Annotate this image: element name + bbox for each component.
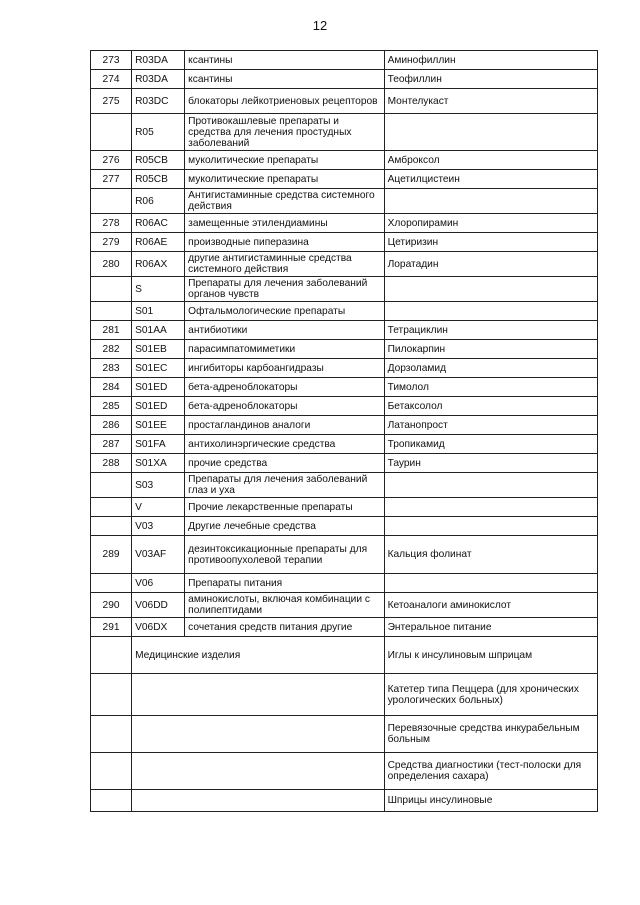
atc-code: R03DA [132,70,185,89]
device-name: Иглы к инсулиновым шприцам [384,637,597,674]
devices-label-empty [132,716,384,753]
group-description: Противокашлевые препараты и средства для лечения простудных заболеваний [185,114,384,151]
drug-name: Тетрациклин [384,321,597,340]
row-number: 277 [91,170,132,189]
atc-code: R06 [132,189,185,214]
row-number [91,517,132,536]
row-number: 284 [91,378,132,397]
drug-name: Аминофиллин [384,51,597,70]
device-row [91,790,598,812]
atc-code: S01AA [132,321,185,340]
drug-name: Тропикамид [384,435,597,454]
device-row [91,716,598,753]
group-description: муколитические препараты [185,170,384,189]
row-number [91,790,132,812]
row-number: 279 [91,233,132,252]
group-description: простагландинов аналоги [185,416,384,435]
row-number [91,574,132,593]
table-row [91,397,598,416]
drug-name: Цетиризин [384,233,597,252]
group-description: аминокислоты, включая комбинации с полипептидами [185,593,384,618]
table-row [91,454,598,473]
page-number: 12 [312,18,328,33]
row-number [91,114,132,151]
table-row [91,233,598,252]
group-description: ксантины [185,51,384,70]
row-number: 280 [91,252,132,277]
device-row [91,674,598,716]
table-row [91,536,598,574]
row-number: 288 [91,454,132,473]
atc-code: S [132,277,185,302]
drug-list-table [90,50,598,812]
row-number [91,637,132,674]
atc-code: R06AE [132,233,185,252]
group-description: дезинтоксикационные препараты для противоопухолевой терапии [185,536,384,574]
drug-name: Латанопрост [384,416,597,435]
group-description: муколитические препараты [185,151,384,170]
row-number: 278 [91,214,132,233]
table-row [91,416,598,435]
atc-code: R05 [132,114,185,151]
drug-name: Тимолол [384,378,597,397]
table-row [91,151,598,170]
device-name: Шприцы инсулиновые [384,790,597,812]
group-description: Препараты питания [185,574,384,593]
devices-label-empty [132,674,384,716]
atc-code: R03DC [132,89,185,114]
group-description: прочие средства [185,454,384,473]
table-row [91,340,598,359]
device-name: Катетер типа Пеццера (для хронических урологических больных) [384,674,597,716]
atc-code: S01 [132,302,185,321]
table-row [91,498,598,517]
drug-name: Бетаксолол [384,397,597,416]
table-row [91,359,598,378]
atc-code: R06AC [132,214,185,233]
atc-code: V03AF [132,536,185,574]
devices-label: Медицинские изделия [132,637,384,674]
atc-code: R06AX [132,252,185,277]
drug-name: Лоратадин [384,252,597,277]
atc-code: S01ED [132,397,185,416]
group-description: производные пиперазина [185,233,384,252]
table-row [91,473,598,498]
drug-name: Хлоропирамин [384,214,597,233]
drug-name: Таурин [384,454,597,473]
atc-code: R05CB [132,170,185,189]
atc-code: V03 [132,517,185,536]
drug-name [384,114,597,151]
drug-name [384,277,597,302]
group-description: ингибиторы карбоангидразы [185,359,384,378]
row-number [91,302,132,321]
drug-name [384,498,597,517]
table-row [91,89,598,114]
atc-code: V06 [132,574,185,593]
atc-code: V [132,498,185,517]
table-row [91,435,598,454]
row-number [91,674,132,716]
group-description: Другие лечебные средства [185,517,384,536]
group-description: Антигистаминные средства системного действия [185,189,384,214]
atc-code: V06DX [132,618,185,637]
drug-name: Кетоаналоги аминокислот [384,593,597,618]
row-number: 286 [91,416,132,435]
drug-name: Кальция фолинат [384,536,597,574]
group-description: ксантины [185,70,384,89]
table-row [91,321,598,340]
drug-name [384,517,597,536]
row-number [91,189,132,214]
row-number: 276 [91,151,132,170]
table-row [91,51,598,70]
device-row [91,637,598,674]
device-name: Перевязочные средства инкурабельным больным [384,716,597,753]
atc-code: R05CB [132,151,185,170]
row-number [91,753,132,790]
atc-code: S01EB [132,340,185,359]
row-number: 285 [91,397,132,416]
row-number: 273 [91,51,132,70]
table-row [91,574,598,593]
group-description: антибиотики [185,321,384,340]
table-row [91,114,598,151]
drug-name [384,302,597,321]
group-description: Прочие лекарственные препараты [185,498,384,517]
devices-label-empty [132,790,384,812]
table-row [91,378,598,397]
atc-code: S01XA [132,454,185,473]
atc-code: S01ED [132,378,185,397]
atc-code: S03 [132,473,185,498]
row-number: 283 [91,359,132,378]
drug-name: Ацетилцистеин [384,170,597,189]
device-name: Средства диагностики (тест-полоски для определения сахара) [384,753,597,790]
atc-code: S01EE [132,416,185,435]
table-row [91,302,598,321]
row-number: 281 [91,321,132,340]
drug-name: Дорзоламид [384,359,597,378]
row-number [91,716,132,753]
table-row [91,252,598,277]
table-row [91,517,598,536]
group-description: бета-адреноблокаторы [185,378,384,397]
atc-code: R03DA [132,51,185,70]
table-row [91,214,598,233]
table-row [91,189,598,214]
table-row [91,618,598,637]
row-number: 274 [91,70,132,89]
group-description: блокаторы лейкотриеновых рецепторов [185,89,384,114]
drug-name [384,189,597,214]
group-description: Препараты для лечения заболеваний органов чувств [185,277,384,302]
drug-name: Энтеральное питание [384,618,597,637]
row-number [91,277,132,302]
row-number: 291 [91,618,132,637]
row-number [91,498,132,517]
group-description: замещенные этилендиамины [185,214,384,233]
row-number: 282 [91,340,132,359]
group-description: сочетания средств питания другие [185,618,384,637]
table-row [91,170,598,189]
row-number: 275 [91,89,132,114]
group-description: Препараты для лечения заболеваний глаз и уха [185,473,384,498]
drug-name: Монтелукаст [384,89,597,114]
group-description: другие антигистаминные средства системного действия [185,252,384,277]
group-description: Офтальмологические препараты [185,302,384,321]
atc-code: S01EC [132,359,185,378]
row-number: 287 [91,435,132,454]
drug-name: Амброксол [384,151,597,170]
devices-label-empty [132,753,384,790]
row-number: 290 [91,593,132,618]
device-row [91,753,598,790]
table-row [91,277,598,302]
row-number [91,473,132,498]
atc-code: V06DD [132,593,185,618]
drug-name [384,473,597,498]
drug-name: Пилокарпин [384,340,597,359]
row-number: 289 [91,536,132,574]
table-row [91,593,598,618]
table-row [91,70,598,89]
group-description: парасимпатомиметики [185,340,384,359]
group-description: антихолинэргические средства [185,435,384,454]
group-description: бета-адреноблокаторы [185,397,384,416]
drug-name [384,574,597,593]
drug-name: Теофиллин [384,70,597,89]
atc-code: S01FA [132,435,185,454]
table-body [91,51,598,812]
